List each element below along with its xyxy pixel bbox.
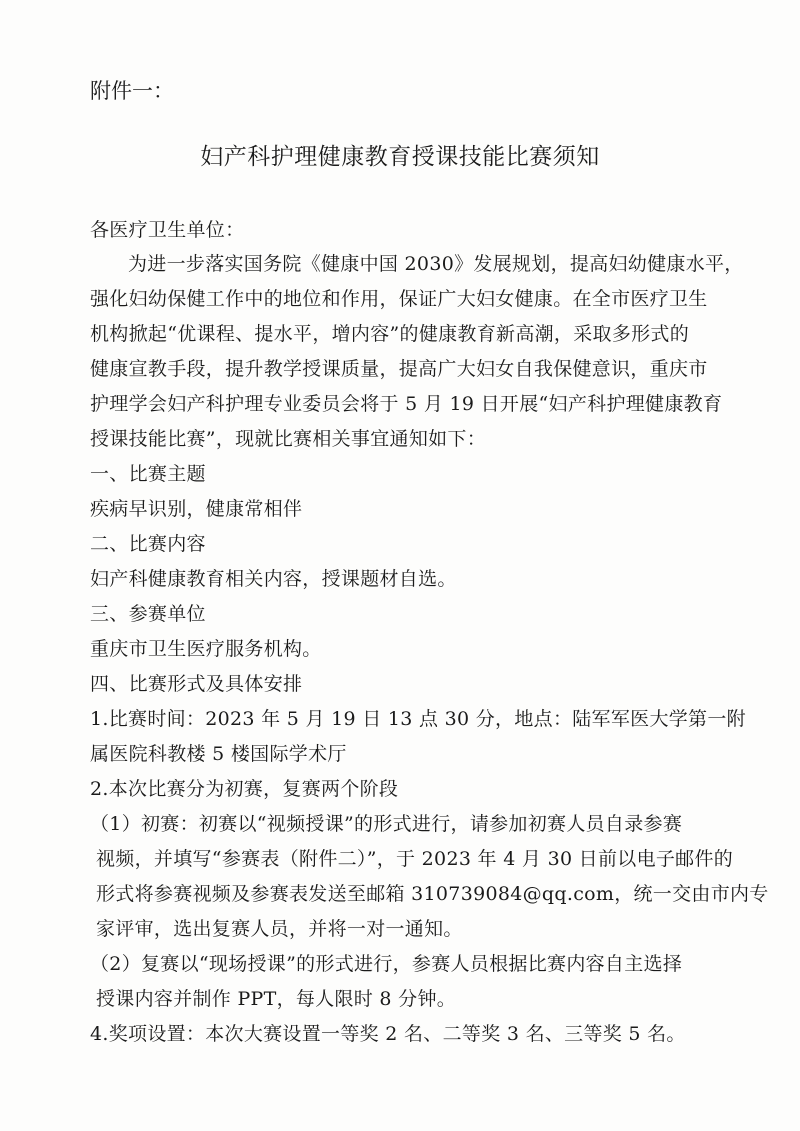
preliminary-round-line: 家评审，选出复赛人员，并将一对一通知。 [96, 918, 463, 940]
awards-line: 4.奖项设置：本次大赛设置一等奖 2 名、二等奖 3 名、三等奖 5 名。 [90, 1023, 686, 1045]
section-body: 疾病早识别，健康常相伴 [90, 498, 303, 520]
section-body: 妇产科健康教育相关内容，授课题材自选。 [90, 568, 457, 590]
section-heading: 一、比赛主题 [90, 463, 206, 485]
final-round-line: 授课内容并制作 PPT，每人限时 8 分钟。 [96, 988, 457, 1010]
arrangement-item-2: 2.本次比赛分为初赛，复赛两个阶段 [90, 778, 399, 800]
section-heading: 二、比赛内容 [90, 533, 206, 555]
section-heading: 四、比赛形式及具体安排 [90, 673, 303, 695]
arrangement-item-1-cont: 属医院科教楼 5 楼国际学术厅 [90, 743, 347, 765]
intro-line: 为进一步落实国务院《健康中国 2030》发展规划，提高妇幼健康水平， [128, 253, 744, 275]
attachment-label: 附件一： [90, 79, 174, 103]
intro-line: 机构掀起“优课程、提水平，增内容”的健康教育新高潮，采取多形式的 [90, 323, 690, 345]
intro-line: 强化妇幼保健工作中的地位和作用，保证广大妇女健康。在全市医疗卫生 [90, 288, 708, 310]
section-body: 重庆市卫生医疗服务机构。 [90, 638, 322, 660]
preliminary-round-line: （1）初赛：初赛以“视频授课”的形式进行，请参加初赛人员自录参赛 [90, 813, 683, 835]
salutation: 各医疗卫生单位： [90, 219, 245, 241]
intro-line: 护理学会妇产科护理专业委员会将于 5 月 19 日开展“妇产科护理健康教育 [90, 393, 723, 415]
arrangement-item-1: 1.比赛时间：2023 年 5 月 19 日 13 点 30 分，地点：陆军军医大学第一附 [90, 708, 746, 730]
intro-line: 健康宣教手段，提升教学授课质量，提高广大妇女自我保健意识，重庆市 [90, 358, 708, 380]
preliminary-round-line: 视频，并填写“参赛表（附件二）”，于 2023 年 4 月 30 日前以电子邮件的 [96, 848, 734, 870]
final-round-line: （2）复赛以“现场授课”的形式进行，参赛人员根据比赛内容自主选择 [90, 953, 683, 975]
intro-line: 授课技能比赛”，现就比赛相关事宜通知如下： [90, 428, 487, 450]
section-heading: 三、参赛单位 [90, 603, 206, 625]
preliminary-round-line: 形式将参赛视频及参赛表发送至邮箱 310739084@qq.com，统一交由市内专 [96, 883, 769, 905]
document-title: 妇产科护理健康教育授课技能比赛须知 [200, 144, 600, 170]
